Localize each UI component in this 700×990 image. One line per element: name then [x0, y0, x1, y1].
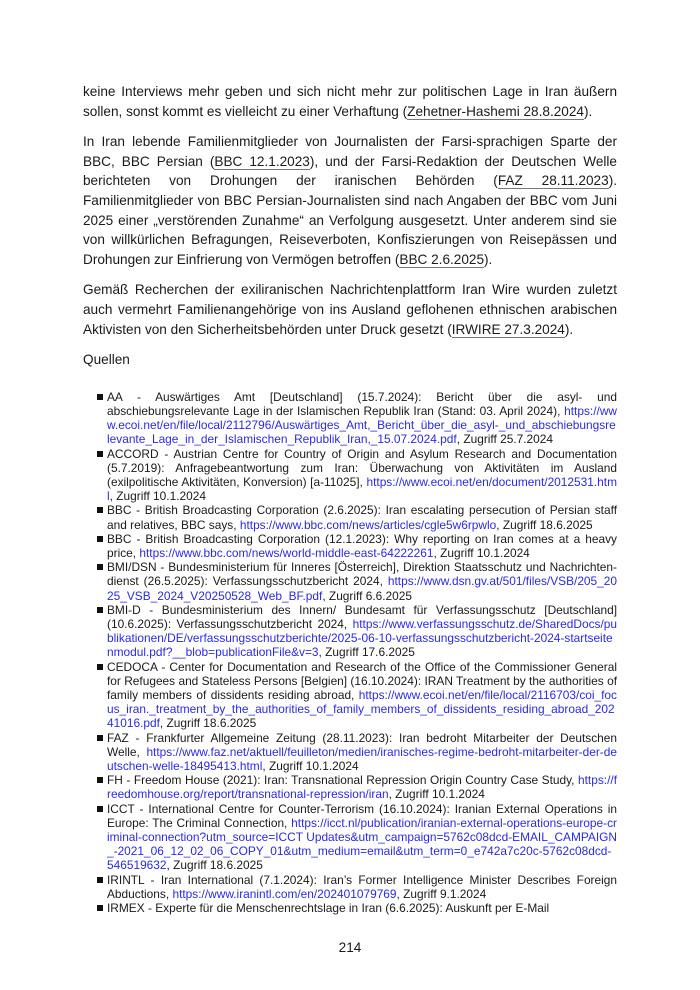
- citation-link[interactable]: IRWIRE 27.3.2024: [451, 321, 565, 337]
- bullet-icon: [97, 735, 103, 741]
- reference-item: [107, 447, 617, 504]
- page-content: [83, 82, 617, 915]
- reference-url-link[interactable]: https://www.iranintl.com/en/202401079769: [172, 886, 397, 901]
- reference-item: [107, 731, 617, 774]
- bullet-icon: [97, 536, 103, 542]
- reference-item: [107, 802, 617, 873]
- reference-access-date: , Zugriff 6.6.2025: [322, 588, 413, 603]
- reference-text: BBC - British Broadcasting Corporation (12.1.2023): Why reporting on Iran comes at a heavy price,: [107, 531, 617, 560]
- body-paragraph: [83, 280, 617, 339]
- reference-text: FH - Freedom House (2021): Iran: Transnational Repression Origin Country Case Study,: [107, 773, 578, 788]
- bullet-icon: [97, 777, 103, 783]
- bullet-icon: [97, 905, 103, 911]
- reference-item: [107, 873, 617, 901]
- reference-access-date: , Zugriff 10.1.2024: [109, 489, 206, 504]
- citation-link[interactable]: FAZ 28.11.2023: [497, 173, 609, 189]
- reference-access-date: , Zugriff 17.6.2025: [318, 645, 415, 660]
- paragraph-text: keine Interviews mehr geben und sich nicht mehr zur politischen Lage in Iran äußern sollen, sonst kommt es vielleicht zu einer Verhaftung (: [83, 84, 617, 119]
- paragraph-text: ). Familienmitglieder von BBC Persian-Journalisten sind nach Angaben der BBC vom Juni 2025 einer „verstörenden Zunahme“ an Verfolgung ausgesetzt. Unter anderem sind sie von willkürlichen Befragungen, Reiseverboten, Konfiszierungen von Reisepässen und Drohungen zur Einfrierung von Vermögen betroffen (: [83, 173, 617, 267]
- reference-text: ICCT - International Centre for Counter-Terrorism (16.10.2024): Iranian External Operations in Europe: The Criminal Connection,: [107, 801, 617, 830]
- bullet-icon: [97, 451, 103, 457]
- reference-access-date: , Zugriff 18.6.2025: [166, 858, 263, 873]
- page-number: 214: [338, 940, 362, 956]
- references-list: [83, 390, 617, 916]
- reference-url-link[interactable]: https://www.bbc.com/news/articles/cgle5w6rpwlo: [239, 517, 497, 532]
- citation-link[interactable]: Zehetner-Hashemi 28.8.2024: [407, 103, 584, 119]
- reference-url-link[interactable]: https://www.ecoi.net/en/file/local/2116703/coi_focus_iran._treatment_by_the_authorities_of_family_members_of_dissidents_residing_abroad_20241016.pdf: [107, 687, 617, 731]
- body-paragraph: [83, 82, 617, 121]
- reference-text: AA - Auswärtiges Amt [Deutschland] (15.7.2024): Bericht über die asyl- und abschiebungsrelevante Lage in der Islamischen Republik Iran (Stand: 03. April 2024),: [107, 389, 617, 418]
- reference-access-date: , Zugriff 18.6.2025: [159, 716, 257, 731]
- paragraph-text: ).: [564, 321, 574, 337]
- reference-item: [107, 773, 617, 801]
- reference-access-date: , Zugriff 10.1.2024: [433, 545, 530, 560]
- reference-url-link[interactable]: https://freedomhouse.org/report/transnational-repression/iran: [107, 773, 617, 802]
- reference-text: BMI/DSN - Bundesministerium für Inneres [Österreich], Direktion Staatsschutz und Nachrichtendienst (26.5.2025): Verfassungsschutzbericht 2024,: [107, 560, 617, 589]
- bullet-icon: [97, 607, 103, 613]
- reference-url-link[interactable]: https://www.ecoi.net/en/document/2012531.html: [107, 474, 617, 504]
- reference-text: BMI-D - Bundesministerium des Innern/ Bundesamt für Verfassungsschutz [Deutschland] (10.6.2025): Verfassungsschutzbericht 2024,: [107, 602, 617, 631]
- reference-access-date: , Zugriff 9.1.2024: [396, 886, 487, 901]
- reference-item: [107, 660, 617, 731]
- reference-text: FAZ - Frankfurter Allgemeine Zeitung (28.11.2023): Iran bedroht Mitarbeiter der Deutschen Welle,: [107, 730, 617, 759]
- reference-text: IRMEX - Experte für die Menschenrechtslage in Iran (6.6.2025): Auskunft per E-Mail: [107, 901, 550, 916]
- reference-url-link[interactable]: https://www.faz.net/aktuell/feuilleton/medien/iranisches-regime-bedroht-mitarbeiter-der-deutschen-welle-18495413.html: [107, 744, 617, 773]
- reference-item: [107, 603, 617, 660]
- reference-access-date: , Zugriff 18.6.2025: [496, 517, 593, 532]
- reference-url-link[interactable]: https://www.ecoi.net/en/file/local/2112796/Auswärtiges_Amt,_Bericht_über_die_asyl-_und_abschiebungsrelevante_Lage_in_der_Islamischen_Republik_Iran,_15.07.2024.pdf: [107, 403, 617, 447]
- reference-item: [107, 560, 617, 603]
- sources-heading: Quellen: [83, 352, 130, 368]
- reference-url-link[interactable]: https://www.bbc.com/news/world-middle-east-64222261: [139, 545, 434, 560]
- bullet-icon: [97, 806, 103, 812]
- reference-text: BBC - British Broadcasting Corporation (2.6.2025): Iran escalating persecution of Persian staff and relatives, BBC says,: [107, 503, 617, 532]
- reference-access-date: , Zugriff 25.7.2024: [456, 432, 554, 447]
- citation-link[interactable]: BBC 2.6.2025: [399, 251, 485, 267]
- paragraph-text: ), und der Farsi-Redaktion der Deutschen Welle berichteten von Drohungen der iranischen Behörden (: [83, 153, 617, 189]
- reference-text: ACCORD - Austrian Centre for Country of Origin and Asylum Research and Documentation (5.7.2019): Anfragebeantwortung zum Iran: Überwachung von Aktivitäten im Ausland (exilpolitische Aktivitäten, Konversion) [a-11025],: [107, 446, 617, 489]
- reference-url-link[interactable]: https://www.dsn.gv.at/501/files/VSB/205_2025_VSB_2024_V20250528_Web_BF.pdf: [107, 574, 617, 603]
- body-paragraph: [83, 132, 617, 269]
- bullet-icon: [97, 877, 103, 883]
- bullet-icon: [97, 564, 103, 570]
- paragraph-text: In Iran lebende Familienmitglieder von Journalisten der Farsi-sprachigen Sparte der BBC, BBC Persian (: [83, 134, 617, 169]
- reference-text: CEDOCA - Center for Documentation and Research of the Office of the Commissioner General for Refugees and Stateless Persons [Belgien] (16.10.2024): IRAN Treatment by the authorities of family members of dissidents residing abroad,: [107, 659, 617, 702]
- paragraph-text: Gemäß Recherchen der exiliranischen Nachrichtenplattform Iran Wire wurden zuletzt auch vermehrt Familienangehörige von ins Ausland geflohenen ethnischen arabischen Aktivisten von den Sicherheitsbehörden unter Druck gesetzt (: [83, 282, 617, 337]
- reference-url-link[interactable]: https://www.verfassungsschutz.de/SharedDocs/publikationen/DE/verfassungsschutzberichte/2025-06-10-verfassungsschutzbericht-2024-startseitenmodul.pdf?__blob=publicationFile&v=3: [107, 616, 617, 660]
- reference-item: [107, 503, 617, 531]
- paragraph-text: ).: [484, 251, 493, 267]
- reference-item: [107, 532, 617, 560]
- page: [0, 82, 700, 957]
- reference-item: [107, 390, 617, 447]
- bullet-icon: [97, 507, 103, 513]
- reference-text: IRINTL - Iran International (7.1.2024): Iran’s Former Intelligence Minister Describes Foreign Abductions,: [107, 872, 617, 901]
- paragraph-text: ).: [583, 103, 593, 119]
- bullet-icon: [97, 394, 103, 400]
- bullet-icon: [97, 664, 103, 670]
- reference-url-link[interactable]: https://icct.nl/publication/iranian-external-operations-europe-criminal-connection?utm_source=ICCT Updates&utm_campaign=5762c08dcd-EMAIL_CAMPAIGN_-2021_06_12_02_06_COPY_01&utm_medium=email&utm_term=0_e742a7c20c-5762c08dcd-546519632: [107, 815, 617, 873]
- reference-item: [107, 901, 617, 915]
- reference-access-date: , Zugriff 10.1.2024: [388, 787, 485, 802]
- citation-link[interactable]: BBC 12.1.2023: [214, 153, 310, 169]
- reference-access-date: , Zugriff 10.1.2024: [262, 759, 359, 773]
